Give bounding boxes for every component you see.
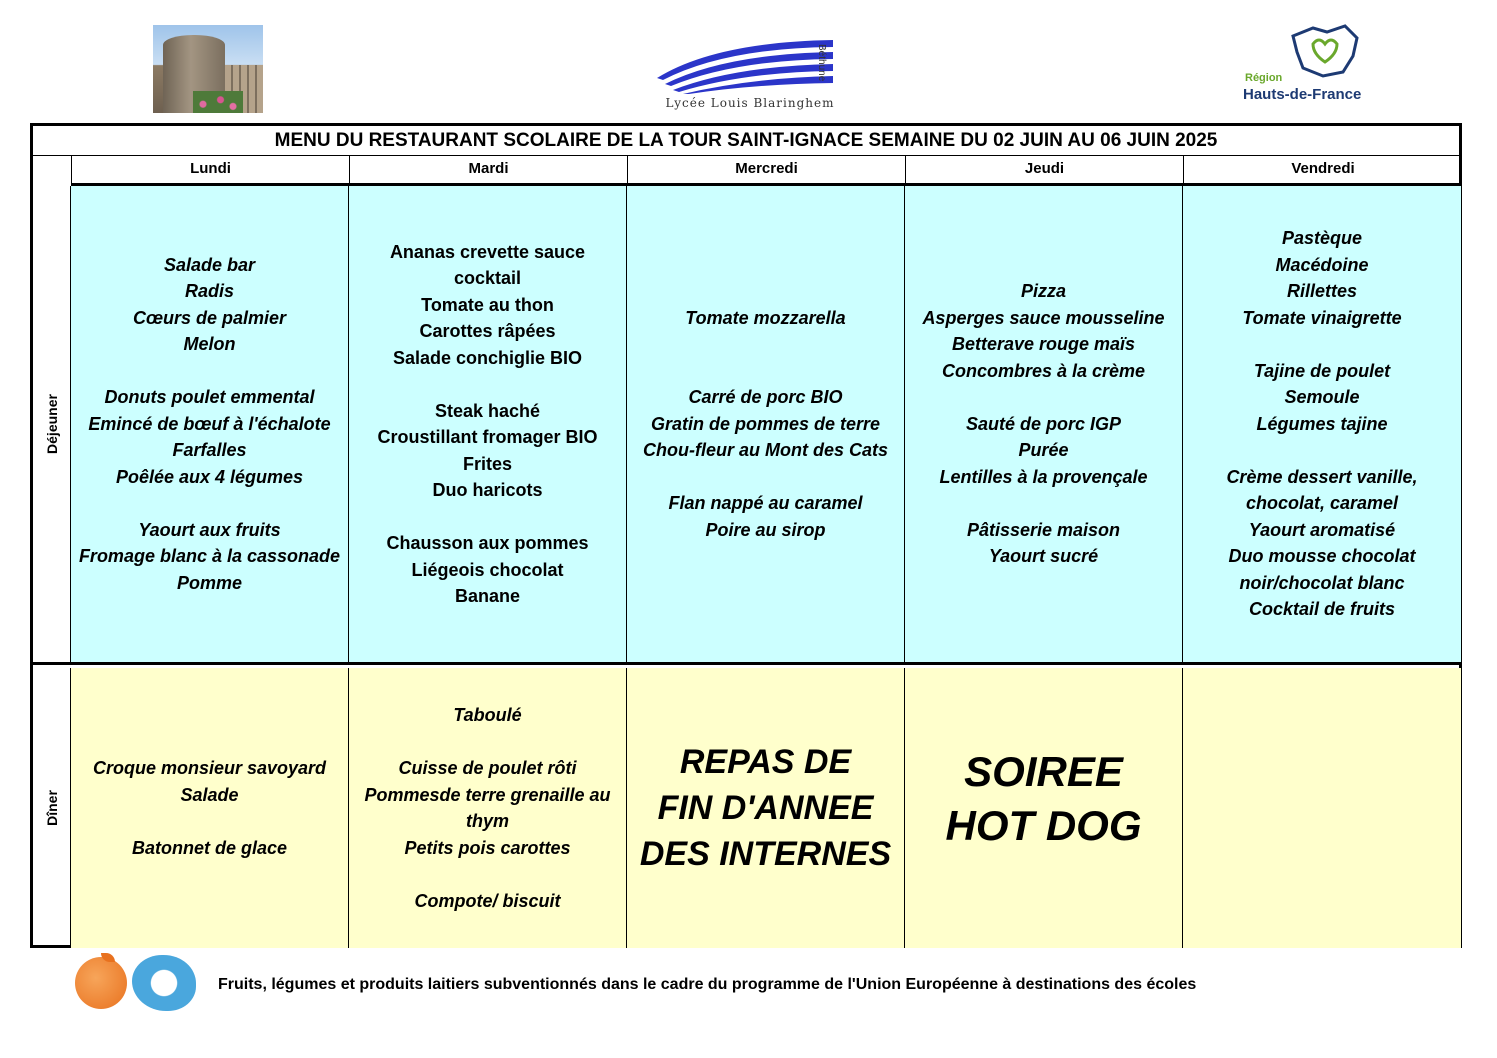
lunch-cell-mardi [349,186,627,662]
menu-item: Tomate au thon [421,294,554,315]
menu-item: Tajine de poulet [1253,360,1391,381]
dinner-cell-vendredi [1183,668,1461,948]
lunch-label: Déjeuner [43,394,60,454]
day-header-mercredi: Mercredi [628,156,906,183]
day-header-mardi: Mardi [350,156,628,183]
dinner-cell-lundi [71,668,349,948]
menu-item: Compote/ biscuit [414,890,561,911]
event-line-3: DES INTERNES [639,835,892,873]
france-heart-icon [1283,22,1363,78]
menu-item: Chou-fleur au Mont des Cats [642,440,888,461]
menu-item: Carré de porc BIO [688,387,843,408]
menu-item: Cœurs de palmier [132,307,287,328]
menu-title: MENU DU RESTAURANT SCOLAIRE DE LA TOUR SAINT-IGNACE SEMAINE DU 02 JUIN AU 06 JUIN 2025 [33,126,1459,156]
lycee-name: Lycée Louis Blaringhem [665,96,835,110]
event-line-1: REPAS DE [679,743,852,781]
menu-item: Farfalles [172,440,247,461]
menu-item: Duo haricots [432,480,543,500]
lunch-cell-mercredi [627,186,905,662]
menu-item: Pomme [176,572,243,593]
menu-item: Croustillant fromager BIO [377,427,598,447]
dinner-label-cell [33,668,71,948]
dinner-label: Dîner [43,790,60,826]
menu-item: Frites [462,453,513,474]
menu-item: Taboulé [453,705,522,725]
menu-item: Batonnet de glace [131,837,288,858]
day-header-lundi: Lundi [72,156,350,183]
milk-school-logo-icon [132,955,196,1011]
menu-item: Rillettes [1286,281,1358,302]
dinner-row [33,668,1459,948]
menu-item: Ananas crevette sauce cocktail [389,241,586,288]
dinner-cell-jeudi [905,668,1183,948]
menu-item: Radis [184,281,235,302]
menu-item: Yaourt aux fruits [138,519,281,540]
menu-item: Duo mousse chocolat [1228,546,1416,567]
menu-item: Chausson aux pommes [386,533,589,553]
menu-item: Steak haché [434,400,541,421]
menu-item: Crème dessert vanille, [1226,466,1418,487]
menu-item: Melon [183,334,236,355]
menu-item: Pommesde terre grenaille au [364,784,611,805]
menu-item: Poire au sirop [705,519,826,540]
menu-item: Fromage blanc à la cassonade [78,546,341,567]
hotdog-line-2: HOT DOG [945,802,1142,849]
menu-table [30,123,1462,948]
dinner-cell-mardi [349,668,627,948]
menu-item: Carottes râpées [419,321,556,341]
fruit-school-logo-icon [75,957,127,1009]
region-logo [1243,22,1393,107]
menu-item: Pizza [1020,281,1067,302]
menu-item: Macédoine [1275,254,1369,275]
footer-logos [75,955,200,1013]
event-line-2: FIN D'ANNEE [657,789,874,827]
menu-item: Semoule [1284,387,1360,408]
day-header-jeudi: Jeudi [906,156,1184,183]
menu-item: Cuisse de poulet rôti [398,758,577,778]
day-header-vendredi: Vendredi [1291,160,1355,177]
region-word: Région [1245,72,1283,84]
menu-item: Concombres à la crème [941,360,1146,381]
lunch-label-cell [33,186,71,662]
menu-item: Croque monsieur savoyard [92,758,327,778]
menu-item: Flan nappé au caramel [668,493,863,514]
menu-item: Poêlée aux 4 légumes [115,466,304,487]
lunch-row [33,186,1459,665]
menu-item: Lentilles à la provençale [939,466,1148,487]
menu-item: Tomate mozzarella [685,307,846,328]
lunch-cell-jeudi [905,186,1183,662]
footer-note: Fruits, légumes et produits laitiers subventionnés dans le cadre du programme de l'Union Européenne à destinations des écoles [218,976,1197,993]
dinner-cell-mercredi [627,668,905,948]
days-header-row [71,156,1460,186]
menu-item: Asperges sauce mousseline [922,307,1165,328]
menu-item: Légumes tajine [1256,413,1388,434]
menu-item: Yaourt aromatisé [1248,519,1396,540]
lunch-cell-vendredi [1183,186,1461,662]
menu-item: Purée [1018,440,1069,461]
menu-item: Cocktail de fruits [1248,599,1396,620]
menu-item: noir/chocolat blanc [1239,572,1405,593]
menu-item: Petits pois carottes [404,837,571,858]
menu-item: Pâtisserie maison [966,519,1121,540]
lycee-logo [655,38,850,116]
menu-item: Salade conchiglie BIO [392,347,583,368]
menu-item: Yaourt sucré [988,546,1099,567]
flowers-shape [193,91,243,113]
region-name: Hauts-de-France [1243,86,1362,103]
menu-item: Sauté de porc IGP [965,413,1122,434]
menu-item: Liégeois chocolat [411,559,564,580]
menu-item: Salade bar [163,254,256,275]
lycee-swoosh-icon [655,38,835,94]
menu-item: thym [465,811,509,831]
lunch-cell-lundi [71,186,349,662]
menu-item: Gratin de pommes de terre [650,413,881,434]
menu-item: chocolat, caramel [1245,493,1399,514]
menu-item: Donuts poulet emmental [104,387,315,408]
tower-photo-logo [153,25,263,113]
menu-item: Banane [454,586,521,606]
menu-item: Betterave rouge maïs [951,334,1136,355]
menu-item: Pastèque [1281,228,1363,249]
menu-item: Tomate vinaigrette [1242,307,1402,328]
menu-item: Emincé de bœuf à l'échalote [88,413,331,434]
menu-item: Salade [180,784,239,805]
lycee-city: Béthune [816,44,827,82]
hotdog-line-1: SOIREE [964,748,1123,795]
